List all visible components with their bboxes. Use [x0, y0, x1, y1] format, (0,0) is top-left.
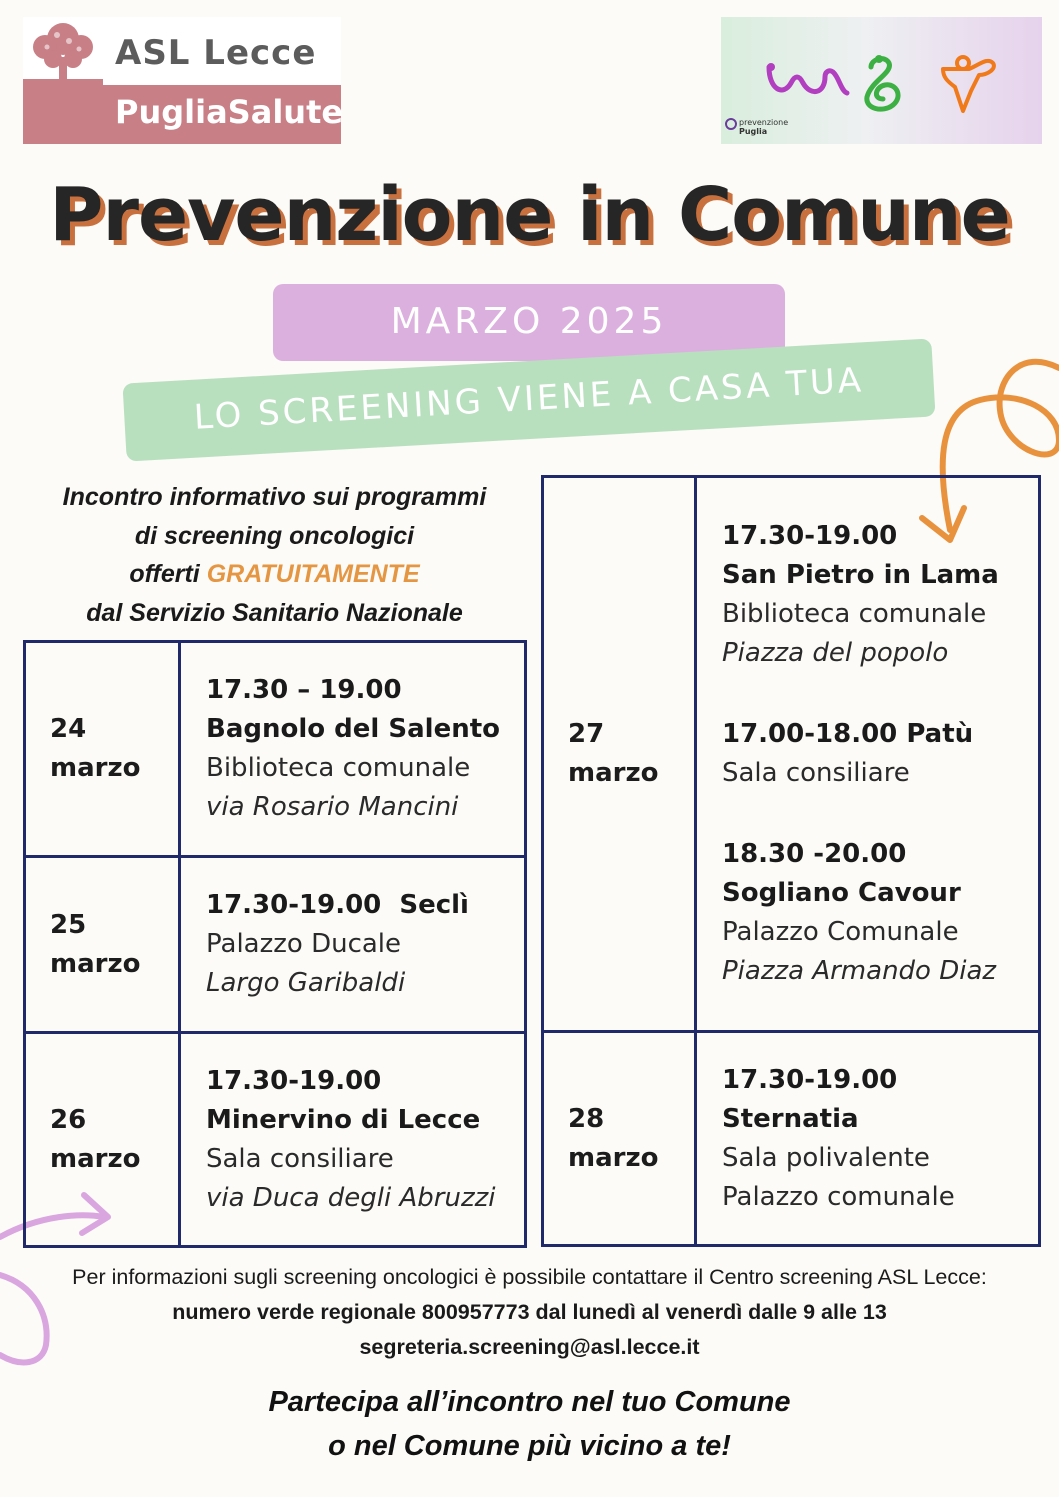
date-day: 27 [568, 719, 605, 749]
closing-line-2: o nel Comune più vicino a te! [328, 1430, 731, 1462]
puglia-salute-label: PugliaSalute [115, 93, 344, 131]
contact-info [0, 1260, 1059, 1365]
intro-line-3-text: offerti [129, 560, 207, 588]
prevenzione-small-label: prevenzione [739, 118, 789, 127]
date-cell [25, 642, 180, 857]
asl-lecce-logo [23, 17, 344, 144]
closing-message [0, 1380, 1059, 1468]
intro-text [22, 478, 527, 632]
tree-icon [23, 19, 103, 85]
event-venue: Biblioteca comunale [722, 599, 987, 629]
date-day: 25 [50, 909, 87, 940]
event-venue: Sala consiliare [206, 1143, 394, 1174]
table-row [543, 1032, 1040, 1246]
event-address: via Rosario Mancini [206, 792, 459, 822]
asl-logo-bottom [23, 85, 344, 144]
table-row [543, 477, 1040, 1032]
intro-line-4: dal Servizio Sanitario Nazionale [86, 598, 463, 627]
prevenzione-puglia-logo [721, 17, 1042, 144]
event-time: 17.30-19.00 [206, 1065, 382, 1096]
table-row [25, 642, 526, 857]
date-month: marzo [50, 753, 141, 783]
event-time: 18.30 -20.00 [722, 839, 907, 869]
event-cell [180, 1033, 526, 1247]
date-month: marzo [568, 758, 659, 788]
event-cell [180, 642, 526, 857]
event-venue: Palazzo Comunale [722, 917, 959, 947]
schedule-table-left [23, 640, 527, 1248]
event-cell [696, 477, 1040, 1032]
intro-line-1: Incontro informativo sui programmi [62, 483, 487, 511]
event-address: Piazza Armando Diaz [722, 956, 997, 986]
closing-line-1: Partecipa all’incontro nel tuo Comune [268, 1386, 791, 1418]
event-address: Piazza del popolo [722, 638, 949, 668]
tagline-label: LO SCREENING VIENE A CASA TUA [192, 360, 866, 438]
event-time: 17.30-19.00 [722, 1064, 898, 1095]
event-venue: Sala consiliare [722, 758, 910, 788]
contact-email[interactable]: segreteria.screening@asl.lecce.it [359, 1335, 700, 1359]
table-row [25, 1033, 526, 1247]
event-address: Largo Garibaldi [206, 968, 406, 998]
asl-logo-top [23, 17, 341, 85]
event-place: Sternatia [722, 1103, 859, 1134]
page-title: Prevenzione in Comune [49, 172, 1010, 258]
event-place: San Pietro in Lama [722, 560, 999, 590]
event-time-place: 17.30-19.00 Seclì [206, 890, 469, 920]
event-venue: Sala polivalente [722, 1142, 930, 1173]
date-cell [543, 477, 696, 1032]
event-venue-2: Palazzo comunale [722, 1181, 955, 1212]
date-month: marzo [50, 948, 141, 979]
intro-line-2: di screening oncologici [134, 521, 415, 550]
date-month: marzo [50, 1143, 141, 1174]
date-month: marzo [568, 1142, 659, 1173]
date-cell [25, 857, 180, 1033]
event-venue: Palazzo Ducale [206, 929, 402, 959]
event-place: Bagnolo del Salento [206, 714, 500, 744]
event-time: 17.30 – 19.00 [206, 675, 402, 705]
date-cell [25, 1033, 180, 1247]
month-banner [273, 284, 785, 361]
spacer [722, 793, 1038, 835]
event-time-place: 17.00-18.00 Patù [722, 719, 974, 749]
toll-free-number: numero verde regionale 800957773 dal lunedì al venerdì dalle 9 alle 13 [172, 1300, 887, 1324]
prevenzione-puglia-wordmark [739, 118, 788, 136]
contact-line-1: Per informazioni sugli screening oncologici è possibile contattare il Centro screening ASL Lecce: [72, 1265, 987, 1289]
asl-name: ASL Lecce [115, 33, 317, 73]
table-row [25, 857, 526, 1033]
month-label: MARZO 2025 [390, 301, 668, 342]
schedule-table-right [541, 475, 1041, 1247]
date-day: 24 [50, 714, 87, 744]
event-venue: Biblioteca comunale [206, 753, 471, 783]
intro-line-3 [22, 555, 527, 594]
spacer [722, 673, 1038, 715]
event-address: via Duca degli Abruzzi [206, 1182, 496, 1213]
puglia-small-label: Puglia [739, 127, 768, 136]
event-place: Sogliano Cavour [722, 878, 961, 908]
date-day: 26 [50, 1104, 87, 1135]
event-cell [180, 857, 526, 1033]
event-time: 17.30-19.00 [722, 521, 898, 551]
date-cell [543, 1032, 696, 1246]
event-cell [696, 1032, 1040, 1246]
free-highlight: GRATUITAMENTE [206, 560, 420, 588]
event-place: Minervino di Lecce [206, 1104, 481, 1135]
date-day: 28 [568, 1103, 605, 1134]
